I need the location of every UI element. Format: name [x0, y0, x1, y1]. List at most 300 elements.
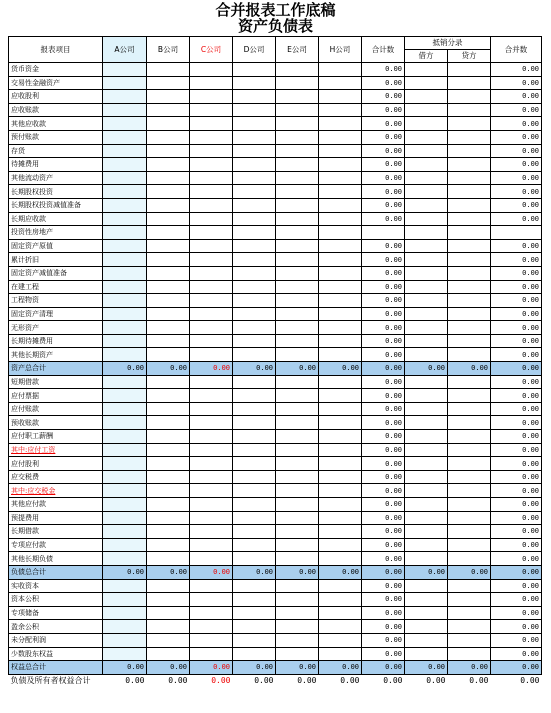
- cell-company[interactable]: [103, 484, 147, 498]
- cell-total[interactable]: 0.00: [362, 63, 405, 77]
- cell-company[interactable]: [276, 280, 319, 294]
- cell-company[interactable]: [103, 470, 147, 484]
- cell-debit[interactable]: [405, 348, 448, 362]
- cell-company[interactable]: [147, 620, 190, 634]
- cell-company[interactable]: [319, 307, 362, 321]
- cell-company[interactable]: [319, 198, 362, 212]
- cell-company[interactable]: [276, 266, 319, 280]
- cell-company[interactable]: [233, 348, 276, 362]
- cell-company[interactable]: [190, 212, 233, 226]
- cell-company[interactable]: 0.00: [147, 661, 190, 675]
- cell-total[interactable]: 0.00: [362, 253, 405, 267]
- cell-company[interactable]: 0.00: [319, 661, 362, 675]
- cell-company[interactable]: [103, 389, 147, 403]
- cell-credit[interactable]: [448, 266, 491, 280]
- cell-company[interactable]: 0.00: [147, 362, 190, 376]
- cell-company[interactable]: 0.00: [190, 565, 233, 579]
- row-label[interactable]: 长期股权投资减值准备: [9, 198, 103, 212]
- cell-credit[interactable]: [448, 158, 491, 172]
- cell-company[interactable]: [147, 552, 190, 566]
- cell-company[interactable]: [103, 416, 147, 430]
- row-label[interactable]: 盈余公积: [9, 620, 103, 634]
- cell-company[interactable]: [233, 103, 276, 117]
- cell-company[interactable]: [276, 253, 319, 267]
- cell-debit[interactable]: [405, 647, 448, 661]
- cell-company[interactable]: [276, 307, 319, 321]
- row-label[interactable]: 其中:应付工资: [9, 443, 103, 457]
- cell-total[interactable]: 0.00: [362, 661, 405, 675]
- cell-company[interactable]: [233, 416, 276, 430]
- cell-company[interactable]: [147, 307, 190, 321]
- cell-debit[interactable]: [405, 307, 448, 321]
- cell-debit[interactable]: [405, 212, 448, 226]
- row-label[interactable]: 应付票据: [9, 389, 103, 403]
- cell-debit[interactable]: [405, 171, 448, 185]
- cell-total[interactable]: 0.00: [362, 565, 405, 579]
- cell-company[interactable]: [233, 620, 276, 634]
- cell-company[interactable]: [276, 375, 319, 389]
- cell-company[interactable]: [233, 498, 276, 512]
- cell-company[interactable]: [103, 538, 147, 552]
- cell-company[interactable]: [190, 593, 233, 607]
- cell-consolidated[interactable]: 0.00: [491, 90, 542, 104]
- cell-consolidated[interactable]: 0.00: [491, 130, 542, 144]
- cell-credit[interactable]: [448, 130, 491, 144]
- cell-company[interactable]: [233, 484, 276, 498]
- cell-company[interactable]: [103, 402, 147, 416]
- cell-debit[interactable]: [405, 579, 448, 593]
- cell-company[interactable]: [276, 226, 319, 240]
- cell-company[interactable]: [276, 130, 319, 144]
- cell-credit[interactable]: [448, 402, 491, 416]
- cell-company[interactable]: [147, 538, 190, 552]
- cell-company[interactable]: 0.00: [319, 565, 362, 579]
- cell-company[interactable]: [147, 647, 190, 661]
- row-label[interactable]: 应付账款: [9, 402, 103, 416]
- row-label[interactable]: 应付股利: [9, 457, 103, 471]
- cell-consolidated[interactable]: 0.00: [491, 294, 542, 308]
- cell-company[interactable]: [319, 470, 362, 484]
- cell-company[interactable]: [103, 239, 147, 253]
- cell-total[interactable]: 0.00: [362, 185, 405, 199]
- cell-debit[interactable]: [405, 266, 448, 280]
- cell-company[interactable]: [103, 375, 147, 389]
- cell-company[interactable]: [103, 158, 147, 172]
- cell-company[interactable]: [190, 117, 233, 131]
- cell-company[interactable]: [233, 144, 276, 158]
- cell-total[interactable]: 0.00: [362, 76, 405, 90]
- cell-consolidated[interactable]: 0.00: [491, 307, 542, 321]
- cell-company[interactable]: 0.00: [233, 661, 276, 675]
- cell-total[interactable]: 0.00: [362, 198, 405, 212]
- cell-debit[interactable]: [405, 430, 448, 444]
- cell-consolidated[interactable]: 0.00: [491, 511, 542, 525]
- cell-company[interactable]: [190, 579, 233, 593]
- cell-company[interactable]: [147, 375, 190, 389]
- cell-company[interactable]: [103, 593, 147, 607]
- cell-consolidated[interactable]: 0.00: [491, 76, 542, 90]
- cell-company[interactable]: [233, 130, 276, 144]
- cell-company[interactable]: [147, 498, 190, 512]
- cell-consolidated[interactable]: 0.00: [491, 212, 542, 226]
- cell-company[interactable]: [319, 76, 362, 90]
- cell-company[interactable]: [319, 171, 362, 185]
- cell-company[interactable]: [319, 294, 362, 308]
- cell-company[interactable]: [103, 647, 147, 661]
- cell-company[interactable]: [319, 593, 362, 607]
- cell-credit[interactable]: 0.00: [469, 676, 489, 686]
- row-label[interactable]: 权益总合计: [9, 661, 103, 675]
- cell-company[interactable]: [147, 226, 190, 240]
- cell-total[interactable]: 0.00: [362, 171, 405, 185]
- cell-company[interactable]: [276, 593, 319, 607]
- cell-credit[interactable]: [448, 76, 491, 90]
- cell-company[interactable]: [190, 389, 233, 403]
- cell-credit[interactable]: [448, 484, 491, 498]
- cell-debit[interactable]: 0.00: [405, 362, 448, 376]
- cell-total[interactable]: 0.00: [362, 158, 405, 172]
- cell-company[interactable]: [147, 389, 190, 403]
- cell-company[interactable]: [276, 389, 319, 403]
- cell-debit[interactable]: [405, 226, 448, 240]
- cell-company[interactable]: [276, 579, 319, 593]
- cell-company[interactable]: [319, 620, 362, 634]
- cell-company[interactable]: [190, 253, 233, 267]
- cell-company[interactable]: [190, 130, 233, 144]
- cell-company[interactable]: [233, 90, 276, 104]
- cell-company[interactable]: [190, 185, 233, 199]
- cell-credit[interactable]: [448, 389, 491, 403]
- cell-company[interactable]: [233, 117, 276, 131]
- cell-company[interactable]: [233, 185, 276, 199]
- cell-credit[interactable]: [448, 416, 491, 430]
- cell-company[interactable]: [103, 430, 147, 444]
- cell-consolidated[interactable]: 0.00: [491, 198, 542, 212]
- cell-company[interactable]: [276, 633, 319, 647]
- cell-credit[interactable]: [448, 117, 491, 131]
- cell-company[interactable]: [233, 389, 276, 403]
- cell-company[interactable]: [319, 185, 362, 199]
- cell-debit[interactable]: [405, 103, 448, 117]
- cell-company[interactable]: [319, 63, 362, 77]
- cell-company[interactable]: [319, 498, 362, 512]
- cell-company[interactable]: [276, 144, 319, 158]
- cell-company[interactable]: [319, 606, 362, 620]
- cell-company[interactable]: [276, 620, 319, 634]
- row-label[interactable]: 其他流动资产: [9, 171, 103, 185]
- cell-company[interactable]: 0.00: [233, 362, 276, 376]
- cell-credit[interactable]: [448, 579, 491, 593]
- cell-company[interactable]: [319, 389, 362, 403]
- cell-company[interactable]: [190, 348, 233, 362]
- cell-debit[interactable]: [405, 511, 448, 525]
- cell-company[interactable]: [233, 226, 276, 240]
- cell-credit[interactable]: [448, 470, 491, 484]
- cell-company[interactable]: [103, 294, 147, 308]
- cell-total[interactable]: 0.00: [362, 212, 405, 226]
- cell-company[interactable]: [103, 525, 147, 539]
- cell-company[interactable]: [276, 158, 319, 172]
- cell-company[interactable]: [190, 76, 233, 90]
- cell-total[interactable]: 0.00: [362, 130, 405, 144]
- cell-credit[interactable]: [448, 633, 491, 647]
- cell-company[interactable]: [276, 294, 319, 308]
- cell-company[interactable]: [319, 375, 362, 389]
- cell-consolidated[interactable]: 0.00: [491, 661, 542, 675]
- cell-company[interactable]: [190, 498, 233, 512]
- row-label[interactable]: 其他应收款: [9, 117, 103, 131]
- row-label[interactable]: 工程物资: [9, 294, 103, 308]
- cell-company[interactable]: [147, 402, 190, 416]
- cell-company[interactable]: [103, 212, 147, 226]
- cell-company[interactable]: [147, 185, 190, 199]
- row-label[interactable]: 应收账款: [9, 103, 103, 117]
- row-label[interactable]: 存货: [9, 144, 103, 158]
- cell-company[interactable]: [147, 130, 190, 144]
- cell-company[interactable]: [276, 103, 319, 117]
- cell-credit[interactable]: [448, 226, 491, 240]
- cell-company[interactable]: [276, 525, 319, 539]
- row-label[interactable]: 累计折旧: [9, 253, 103, 267]
- cell-company[interactable]: [103, 321, 147, 335]
- row-label[interactable]: 未分配利润: [9, 633, 103, 647]
- cell-company[interactable]: [319, 633, 362, 647]
- row-label[interactable]: 负债及所有者权益合计: [10, 676, 91, 686]
- cell-total[interactable]: 0.00: [362, 511, 405, 525]
- cell-company[interactable]: [276, 117, 319, 131]
- cell-company[interactable]: [103, 334, 147, 348]
- cell-company[interactable]: [190, 416, 233, 430]
- cell-company[interactable]: [190, 552, 233, 566]
- cell-company[interactable]: [190, 171, 233, 185]
- cell-total[interactable]: 0.00: [362, 280, 405, 294]
- cell-company[interactable]: [276, 538, 319, 552]
- cell-company[interactable]: [147, 239, 190, 253]
- cell-company[interactable]: [147, 484, 190, 498]
- cell-total[interactable]: 0.00: [362, 647, 405, 661]
- cell-company[interactable]: [190, 266, 233, 280]
- cell-company[interactable]: [233, 266, 276, 280]
- cell-consolidated[interactable]: 0.00: [491, 63, 542, 77]
- cell-company[interactable]: [147, 579, 190, 593]
- row-label[interactable]: 交易性金融资产: [9, 76, 103, 90]
- cell-credit[interactable]: [448, 348, 491, 362]
- cell-credit[interactable]: 0.00: [448, 565, 491, 579]
- cell-company[interactable]: [147, 103, 190, 117]
- cell-company[interactable]: 0.00: [297, 676, 317, 686]
- cell-debit[interactable]: [405, 402, 448, 416]
- row-label[interactable]: 应付职工薪酬: [9, 430, 103, 444]
- cell-credit[interactable]: 0.00: [448, 362, 491, 376]
- cell-total[interactable]: 0.00: [362, 348, 405, 362]
- cell-company[interactable]: [147, 416, 190, 430]
- cell-consolidated[interactable]: 0.00: [491, 321, 542, 335]
- cell-company[interactable]: [319, 647, 362, 661]
- row-label[interactable]: 资产总合计: [9, 362, 103, 376]
- row-label[interactable]: 预提费用: [9, 511, 103, 525]
- row-label[interactable]: 预收账款: [9, 416, 103, 430]
- cell-company[interactable]: [147, 117, 190, 131]
- row-label[interactable]: 在建工程: [9, 280, 103, 294]
- cell-consolidated[interactable]: 0.00: [491, 552, 542, 566]
- cell-debit[interactable]: [405, 63, 448, 77]
- cell-company[interactable]: [147, 253, 190, 267]
- cell-credit[interactable]: [448, 253, 491, 267]
- cell-total[interactable]: 0.00: [362, 389, 405, 403]
- cell-company[interactable]: [147, 348, 190, 362]
- cell-total[interactable]: 0.00: [362, 144, 405, 158]
- cell-debit[interactable]: [405, 498, 448, 512]
- cell-company[interactable]: [276, 647, 319, 661]
- cell-total[interactable]: 0.00: [362, 620, 405, 634]
- cell-consolidated[interactable]: 0.00: [491, 525, 542, 539]
- row-label[interactable]: 应收股利: [9, 90, 103, 104]
- row-label[interactable]: 投资性房地产: [9, 226, 103, 240]
- cell-consolidated[interactable]: 0.00: [491, 185, 542, 199]
- cell-company[interactable]: 0.00: [190, 661, 233, 675]
- cell-company[interactable]: [190, 470, 233, 484]
- cell-credit[interactable]: [448, 280, 491, 294]
- cell-company[interactable]: [276, 63, 319, 77]
- cell-company[interactable]: 0.00: [147, 565, 190, 579]
- cell-credit[interactable]: [448, 647, 491, 661]
- cell-company[interactable]: [319, 212, 362, 226]
- cell-company[interactable]: [276, 606, 319, 620]
- cell-consolidated[interactable]: 0.00: [491, 416, 542, 430]
- row-label[interactable]: 专项储备: [9, 606, 103, 620]
- cell-company[interactable]: 0.00: [211, 676, 231, 686]
- cell-company[interactable]: [233, 457, 276, 471]
- cell-company[interactable]: [276, 90, 319, 104]
- cell-debit[interactable]: [405, 158, 448, 172]
- cell-company[interactable]: [319, 511, 362, 525]
- cell-credit[interactable]: [448, 334, 491, 348]
- cell-credit[interactable]: [448, 321, 491, 335]
- row-label[interactable]: 少数股东权益: [9, 647, 103, 661]
- cell-company[interactable]: [276, 457, 319, 471]
- cell-consolidated[interactable]: 0.00: [491, 362, 542, 376]
- row-label[interactable]: 短期借款: [9, 375, 103, 389]
- cell-consolidated[interactable]: 0.00: [491, 402, 542, 416]
- cell-company[interactable]: [190, 647, 233, 661]
- cell-consolidated[interactable]: 0.00: [491, 389, 542, 403]
- cell-company[interactable]: [319, 90, 362, 104]
- cell-debit[interactable]: 0.00: [405, 661, 448, 675]
- cell-company[interactable]: [276, 484, 319, 498]
- cell-company[interactable]: [233, 633, 276, 647]
- cell-credit[interactable]: [448, 294, 491, 308]
- cell-company[interactable]: [319, 117, 362, 131]
- cell-company[interactable]: [147, 443, 190, 457]
- cell-consolidated[interactable]: 0.00: [491, 593, 542, 607]
- cell-company[interactable]: [233, 212, 276, 226]
- cell-company[interactable]: [103, 443, 147, 457]
- cell-company[interactable]: [103, 76, 147, 90]
- cell-company[interactable]: [276, 334, 319, 348]
- cell-consolidated[interactable]: 0.00: [491, 375, 542, 389]
- cell-credit[interactable]: [448, 538, 491, 552]
- row-label[interactable]: 货币资金: [9, 63, 103, 77]
- cell-debit[interactable]: [405, 416, 448, 430]
- cell-debit[interactable]: [405, 552, 448, 566]
- cell-company[interactable]: [147, 90, 190, 104]
- row-label[interactable]: 其他应付款: [9, 498, 103, 512]
- cell-company[interactable]: [233, 525, 276, 539]
- cell-total[interactable]: 0.00: [362, 579, 405, 593]
- cell-total[interactable]: 0.00: [362, 117, 405, 131]
- cell-company[interactable]: [147, 321, 190, 335]
- cell-company[interactable]: [147, 212, 190, 226]
- cell-company[interactable]: [103, 117, 147, 131]
- row-label[interactable]: 实收资本: [9, 579, 103, 593]
- cell-company[interactable]: [190, 484, 233, 498]
- cell-company[interactable]: 0.00: [276, 661, 319, 675]
- cell-total[interactable]: [362, 226, 405, 240]
- row-label[interactable]: 专项应付款: [9, 538, 103, 552]
- cell-company[interactable]: [233, 171, 276, 185]
- row-label[interactable]: 长期借款: [9, 525, 103, 539]
- cell-debit[interactable]: [405, 443, 448, 457]
- cell-consolidated[interactable]: 0.00: [491, 633, 542, 647]
- cell-company[interactable]: [103, 63, 147, 77]
- cell-company[interactable]: [103, 171, 147, 185]
- cell-company[interactable]: [233, 443, 276, 457]
- cell-debit[interactable]: [405, 606, 448, 620]
- cell-company[interactable]: [319, 430, 362, 444]
- cell-company[interactable]: [233, 606, 276, 620]
- cell-company[interactable]: [233, 511, 276, 525]
- cell-debit[interactable]: [405, 633, 448, 647]
- cell-company[interactable]: [190, 525, 233, 539]
- cell-consolidated[interactable]: 0.00: [491, 430, 542, 444]
- cell-company[interactable]: [103, 198, 147, 212]
- cell-total[interactable]: 0.00: [362, 457, 405, 471]
- cell-company[interactable]: [103, 185, 147, 199]
- cell-company[interactable]: [190, 457, 233, 471]
- cell-company[interactable]: [319, 334, 362, 348]
- cell-consolidated[interactable]: 0.00: [491, 158, 542, 172]
- cell-company[interactable]: [276, 212, 319, 226]
- cell-company[interactable]: [319, 402, 362, 416]
- cell-company[interactable]: [233, 321, 276, 335]
- cell-company[interactable]: [147, 76, 190, 90]
- cell-company[interactable]: [319, 525, 362, 539]
- cell-total[interactable]: 0.00: [362, 498, 405, 512]
- row-label[interactable]: 应交税费: [9, 470, 103, 484]
- cell-total[interactable]: 0.00: [362, 606, 405, 620]
- cell-consolidated[interactable]: 0.00: [491, 470, 542, 484]
- cell-company[interactable]: [103, 266, 147, 280]
- cell-company[interactable]: [147, 593, 190, 607]
- cell-total[interactable]: 0.00: [362, 633, 405, 647]
- cell-company[interactable]: [190, 321, 233, 335]
- cell-company[interactable]: [276, 416, 319, 430]
- cell-company[interactable]: [319, 144, 362, 158]
- cell-company[interactable]: [190, 239, 233, 253]
- cell-company[interactable]: [319, 266, 362, 280]
- cell-total[interactable]: 0.00: [383, 676, 403, 686]
- cell-total[interactable]: 0.00: [362, 321, 405, 335]
- cell-company[interactable]: [233, 470, 276, 484]
- cell-consolidated[interactable]: 0.00: [520, 676, 540, 686]
- cell-credit[interactable]: [448, 185, 491, 199]
- cell-company[interactable]: 0.00: [168, 676, 188, 686]
- cell-debit[interactable]: [405, 321, 448, 335]
- cell-credit[interactable]: [448, 457, 491, 471]
- cell-company[interactable]: [319, 280, 362, 294]
- cell-company[interactable]: [319, 321, 362, 335]
- cell-debit[interactable]: [405, 280, 448, 294]
